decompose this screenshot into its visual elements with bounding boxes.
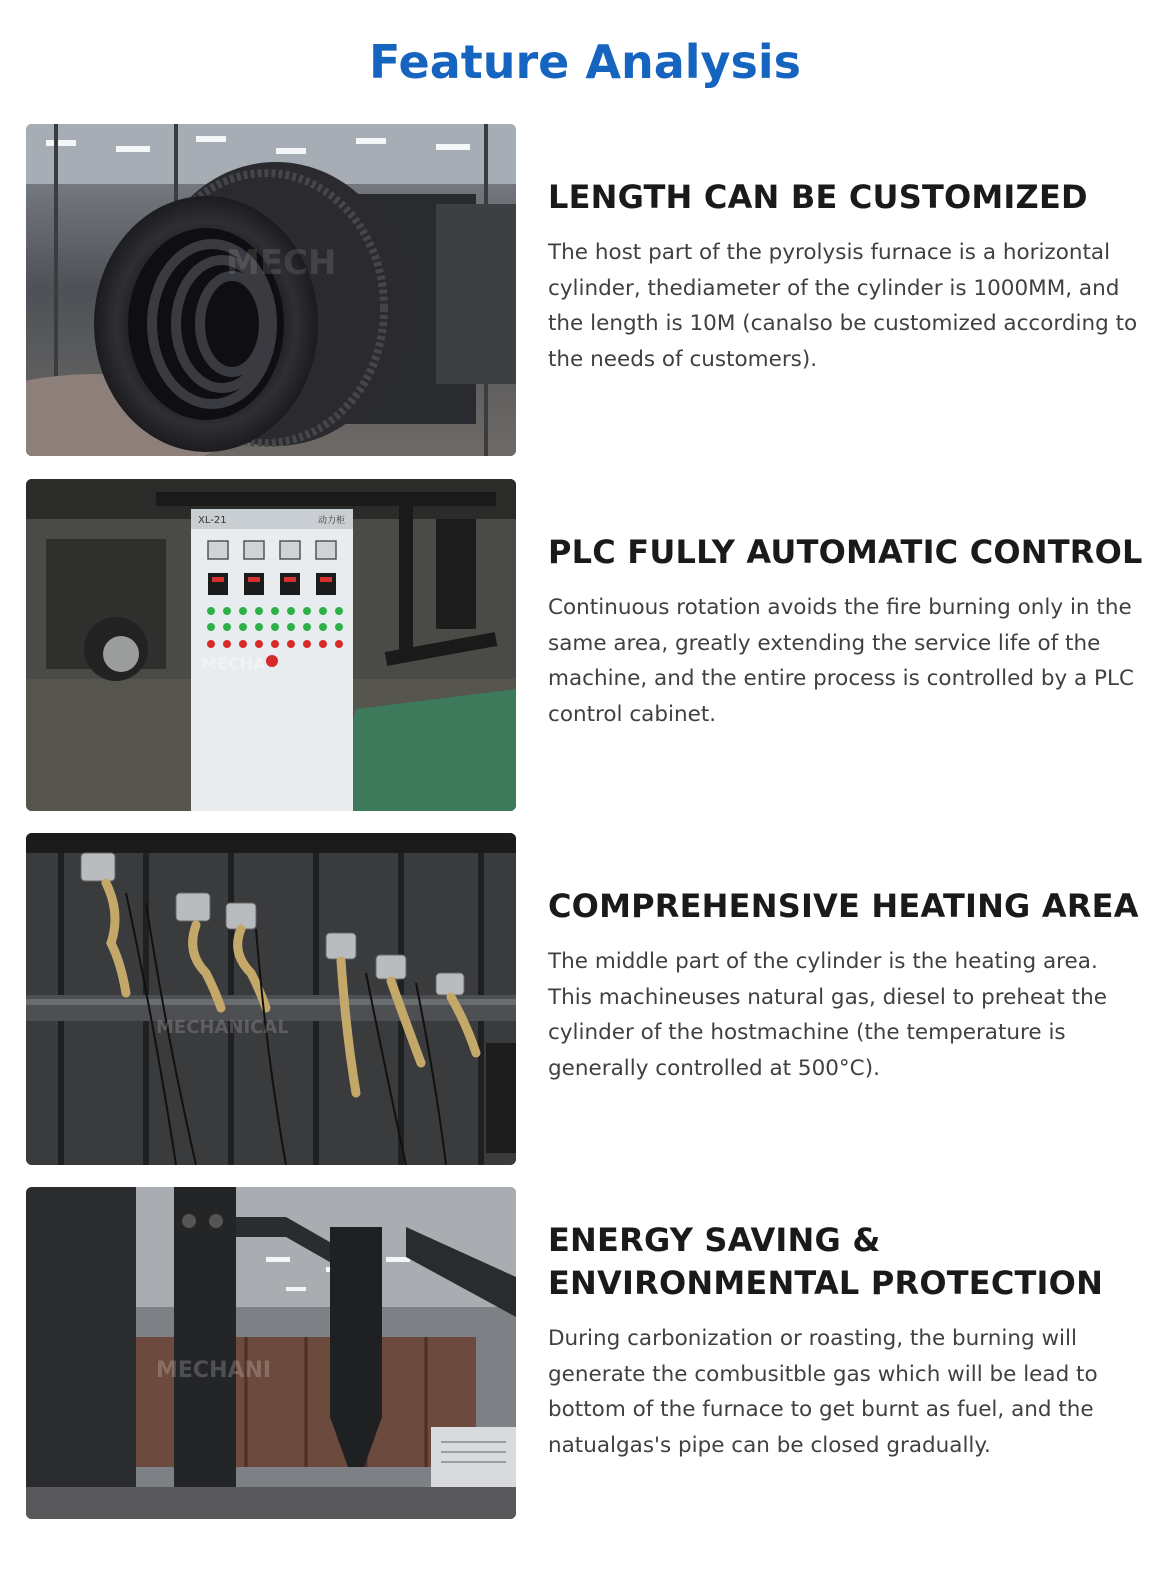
feature-title: COMPREHENSIVE HEATING AREA [548, 887, 1139, 925]
feature-title: LENGTH CAN BE CUSTOMIZED [548, 178, 1088, 216]
cabinet-type-label: 动力柜 [318, 516, 346, 526]
feature-title: PLC FULLY AUTOMATIC CONTROL [548, 533, 1143, 571]
feature-description: The host part of the pyrolysis furnace is a horizontal cylinder, thediameter of the cylinder is 1000MM, and the length is 10M (canalso be customized according to the needs of customers). [548, 240, 1138, 372]
feature-description: During carbonization or roasting, the burning will generate the combusitble gas which will be lead to bottom of the furnace to get burnt as fuel, and the natualgas's pipe can be closed gradually. [548, 1326, 1098, 1458]
feature-description: The middle part of the cylinder is the heating area. This machineuses natural gas, diesel to preheat the cylinder of the hostmachine (the temperature is generally controlled at 500°C). [548, 949, 1107, 1081]
feature-title: ENERGY SAVING & ENVIRONMENTAL PROTECTION [548, 1221, 1104, 1302]
feature-description: Continuous rotation avoids the fire burning only in the same area, greatly extending the service life of the machine, and the entire process is controlled by a PLC control cabinet. [548, 595, 1134, 727]
page-title: Feature Analysis [368, 35, 802, 89]
feature-length-customized [26, 124, 1146, 456]
svg-text:MECHANICAL: MECHANICAL [156, 1017, 289, 1038]
svg-text:MECH: MECH [226, 243, 337, 283]
feature-energy-saving [26, 1187, 1146, 1519]
control-cabinet-photo [26, 479, 516, 811]
cyclone-duct-photo [26, 1187, 516, 1519]
cabinet-model-label: XL-21 [198, 515, 227, 526]
feature-heating-area [26, 833, 1146, 1165]
burner-pipes-photo [26, 833, 516, 1165]
svg-text:MECHANI: MECHANI [156, 1358, 272, 1383]
feature-plc-control [26, 479, 1146, 811]
rotary-cylinder-photo [26, 124, 516, 456]
svg-text:MECHA: MECHA [201, 654, 266, 673]
